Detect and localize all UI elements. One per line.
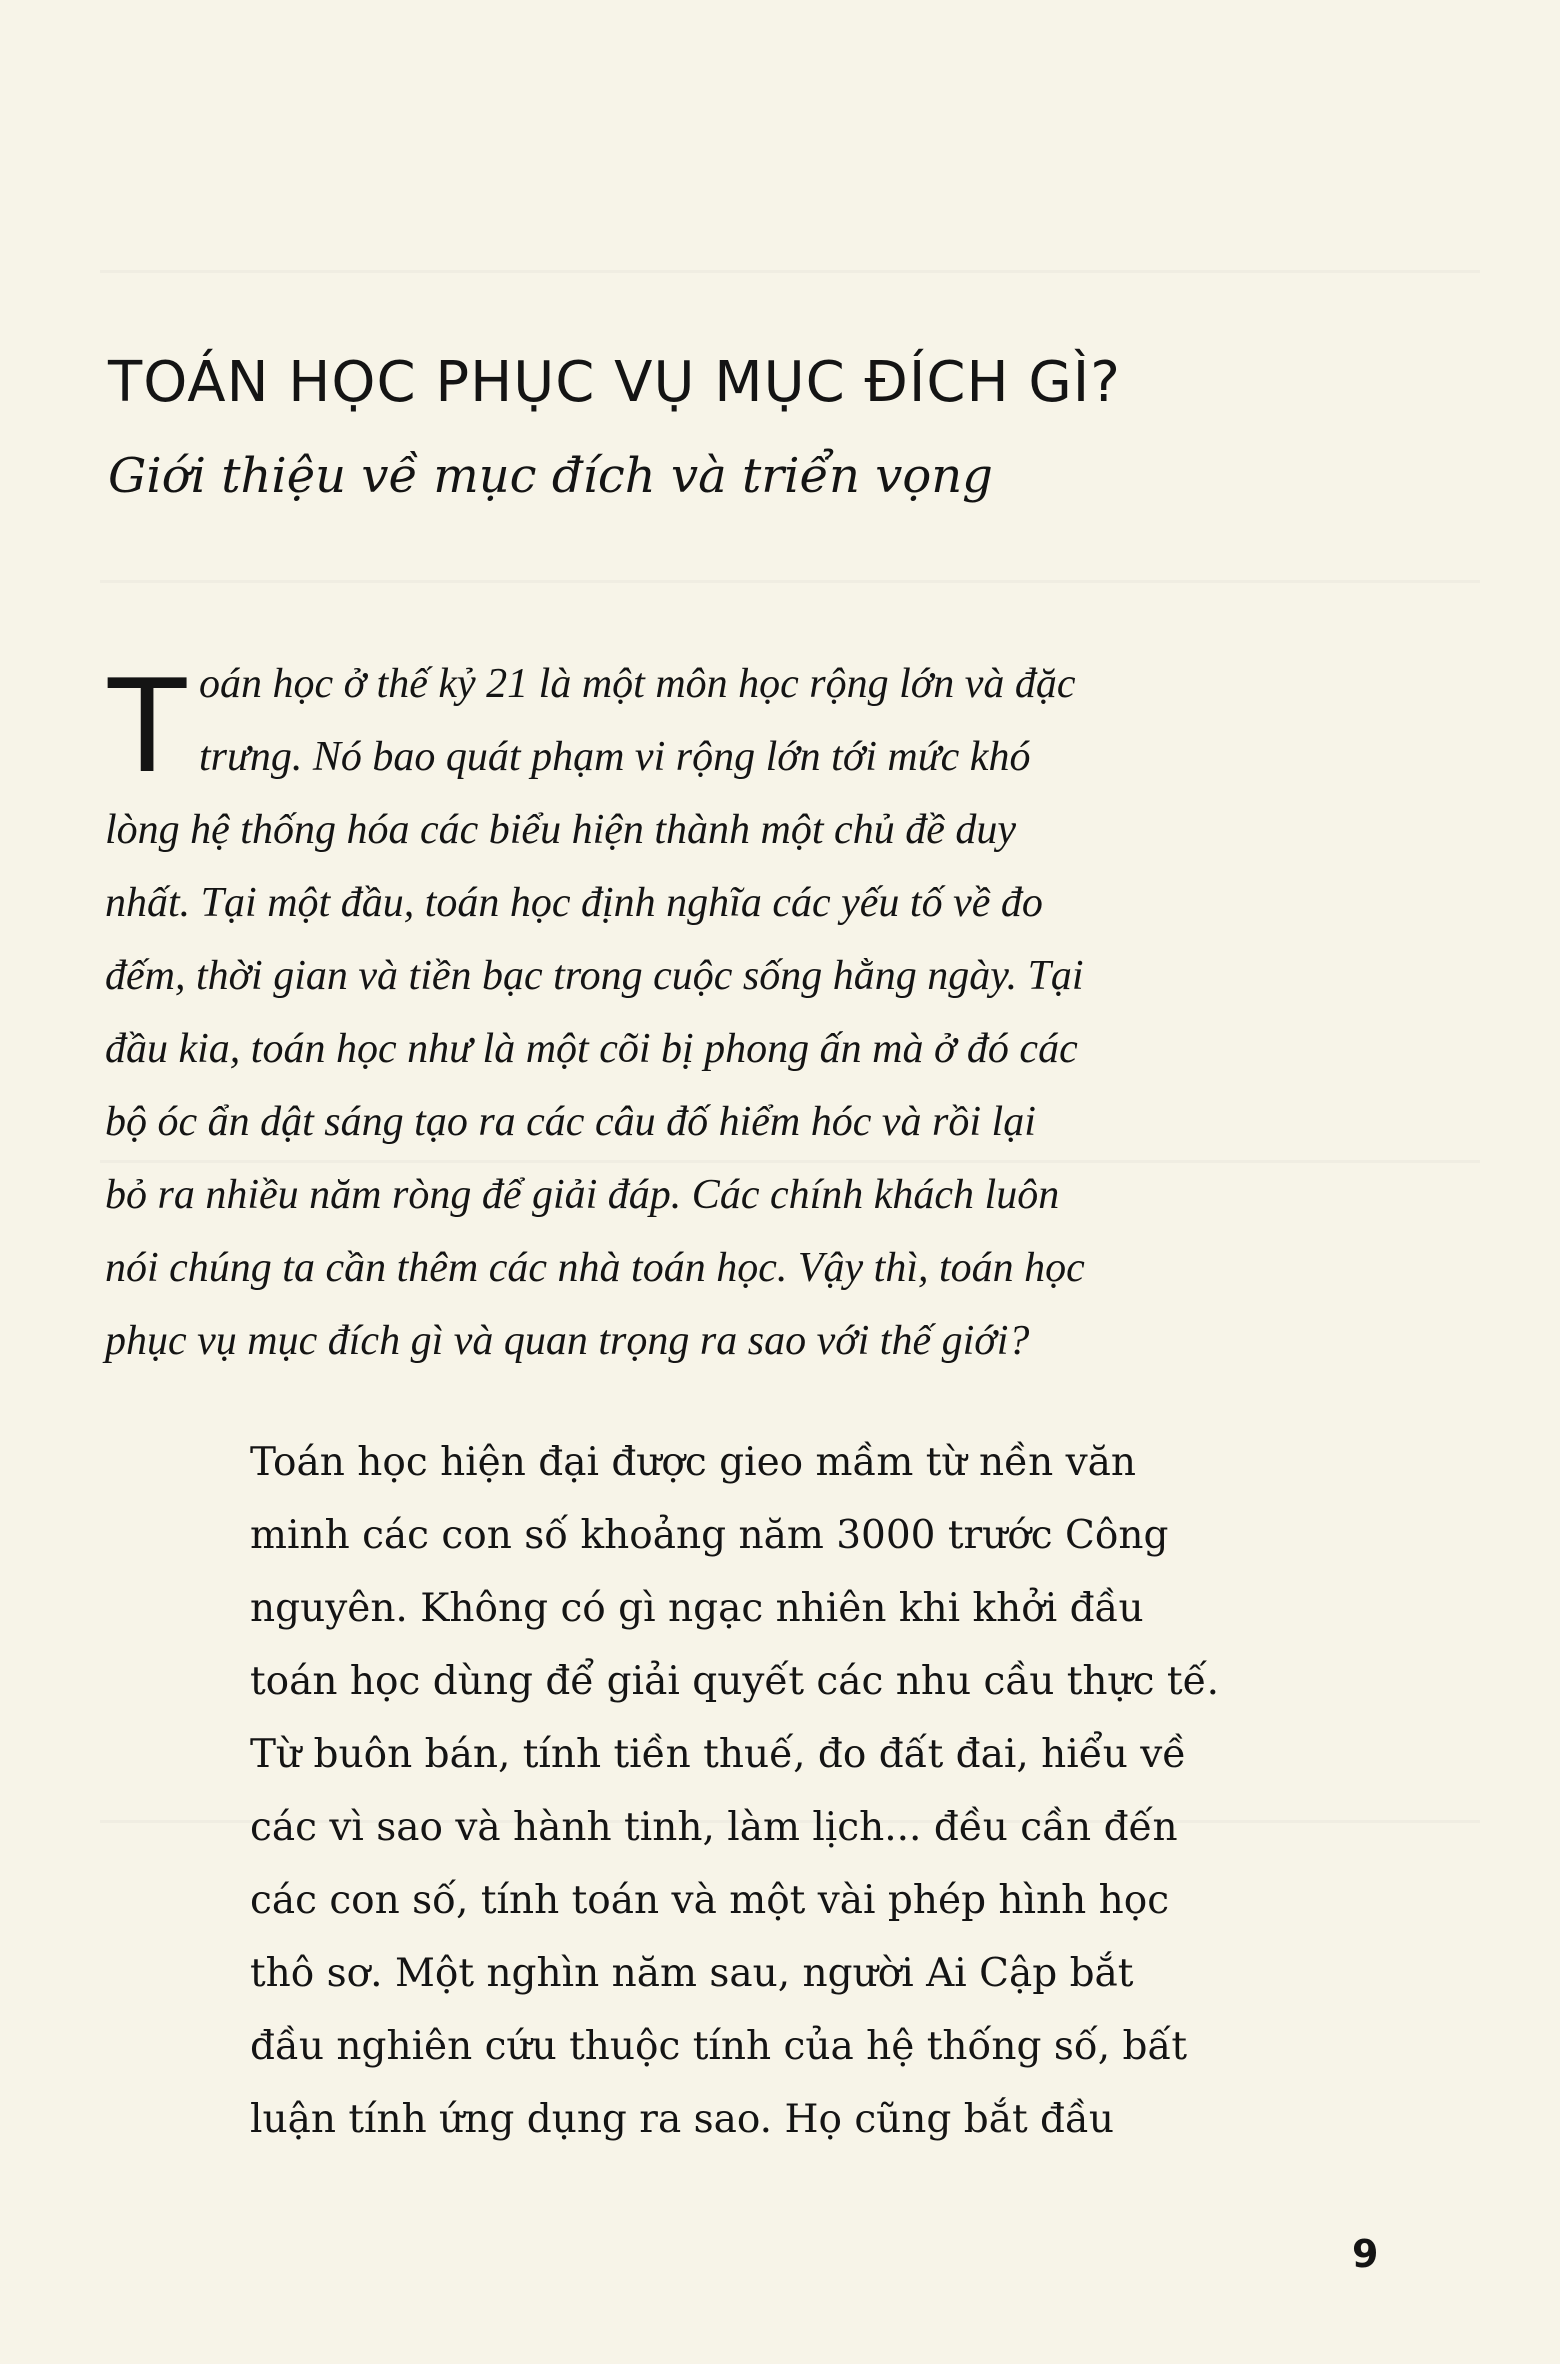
drop-cap: T: [108, 653, 187, 802]
body-line: đầu nghiên cứu thuộc tính của hệ thống số, bất: [250, 2024, 1188, 2069]
intro-line: nói chúng ta cần thêm các nhà toán học. Vậy thì, toán học: [105, 1245, 1085, 1291]
bleed-through-line: [100, 270, 1480, 273]
intro-line: nhất. Tại một đầu, toán học định nghĩa các yếu tố về đo: [105, 880, 1043, 926]
intro-line: phục vụ mục đích gì và quan trọng ra sao với thế giới?: [105, 1318, 1030, 1364]
intro-line: bỏ ra nhiều năm ròng để giải đáp. Các chính khách luôn: [105, 1172, 1060, 1218]
intro-line: bộ óc ẩn dật sáng tạo ra các câu đố hiểm hóc và rồi lại: [105, 1099, 1036, 1145]
body-line: các vì sao và hành tinh, làm lịch... đều cần đến: [250, 1805, 1178, 1850]
body-line: thô sơ. Một nghìn năm sau, người Ai Cập bắt: [250, 1951, 1134, 1996]
body-line: các con số, tính toán và một vài phép hình học: [250, 1878, 1170, 1923]
body-line: minh các con số khoảng năm 3000 trước Công: [250, 1513, 1169, 1558]
chapter-title: TOÁN HỌC PHỤC VỤ MỤC ĐÍCH GÌ?: [108, 350, 1122, 415]
body-line: luận tính ứng dụng ra sao. Họ cũng bắt đầu: [250, 2097, 1115, 2142]
page-number: 9: [1352, 2232, 1379, 2276]
bleed-through-line: [100, 580, 1480, 583]
body-line: toán học dùng để giải quyết các nhu cầu thực tế.: [250, 1659, 1219, 1704]
intro-paragraph: [105, 648, 1265, 1378]
intro-line: lòng hệ thống hóa các biểu hiện thành một chủ đề duy: [105, 807, 1016, 853]
intro-line: oán học ở thế kỷ 21 là một môn học rộng lớn và đặc: [199, 661, 1076, 707]
intro-line: đầu kia, toán học như là một cõi bị phong ấn mà ở đó các: [105, 1026, 1078, 1072]
body-paragraph: [250, 1426, 1250, 2156]
intro-line: đếm, thời gian và tiền bạc trong cuộc sống hằng ngày. Tại: [105, 953, 1084, 999]
body-line: Toán học hiện đại được gieo mầm từ nền văn: [250, 1440, 1137, 1485]
intro-line: trưng. Nó bao quát phạm vi rộng lớn tới mức khó: [199, 734, 1031, 780]
body-line: nguyên. Không có gì ngạc nhiên khi khởi đầu: [250, 1586, 1144, 1631]
chapter-subtitle: Giới thiệu về mục đích và triển vọng: [108, 448, 993, 504]
body-line: Từ buôn bán, tính tiền thuế, đo đất đai, hiểu về: [250, 1732, 1187, 1777]
